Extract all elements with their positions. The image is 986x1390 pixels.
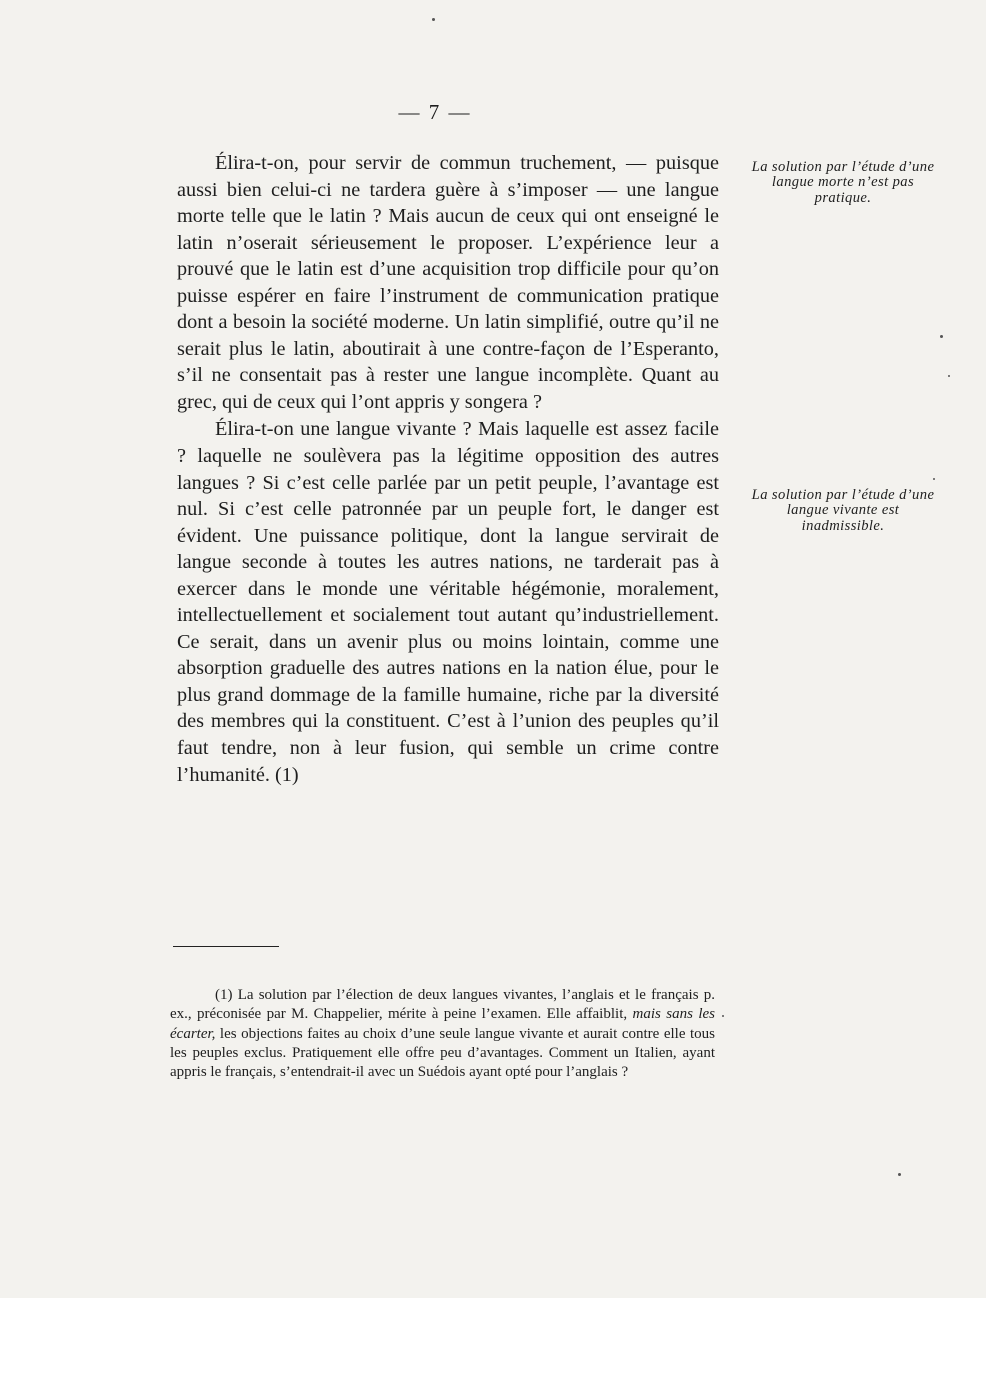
paragraph-2: Élira-t-on une langue vivante ? Mais laquelle est assez facile ? laquelle ne soulèvera pas la légitime opposition des autres langues ? Si c’est celle parlée par un petit peuple, l’avantage est nul. Si c’est celle patronnée par un peuple fort, le danger est évident. Une puissance politique, dont la langue servirait de langue seconde à toutes les autres nations, ne tarderait pas à exercer dans le monde une véritable hégémonie, moralement, intellectuellement et socialement tout autant qu’industriellement. Ce serait, dans un avenir plus ou moins lointain, comme une absorption graduelle des autres nations en la nation élue, pour le plus grand dommage de la famille humaine, riche par la diversité des membres qui la constituent. C’est à l’union des peuples qu’il faut tendre, non à leur fusion, qui semble un crime contre l’humanité. (1): [177, 418, 719, 786]
paragraph-1: Élira-t-on, pour servir de commun truchement, — puisque aussi bien celui-ci ne tardera guère à s’imposer — une langue morte telle que le latin ? Mais aucun de ceux qui ont enseigné le latin n’oserait sérieusement le proposer. L’expérience leur a prouvé que le latin est d’une acquisition trop difficile pour qu’on puisse espérer en faire l’instrument de communication pratique dont a besoin la société moderne. Un latin simplifié, outre qu’il ne serait plus le latin, aboutirait à une contre-façon de l’Esperanto, s’il ne consentait pas à rester une langue incomplète. Quant au grec, qui de ceux qui l’ont appris y songera ?: [177, 152, 719, 413]
margin-note-2: La solution par l’étude d’une langue vivante est inadmissible.: [751, 487, 935, 534]
footnote-emphasis: mais sans les écarter,: [170, 1006, 715, 1042]
footnote-text-end: les objections faites au choix d’une seule langue vivante et aurait contre elle tous les peuples exclus. Pratiquement elle offre peu d’avantages. Comment un Italien, ayant appris le français, s’entendrait-il avec un Suédois ayant opté pour l’anglais ?: [170, 1025, 716, 1081]
footnote-text-start: (1) La solution par l’élection de deux langues vivantes, l’anglais et le français p. ex., préconisée par M. Chappelier, mérite à peine l’examen. Elle affaiblit,: [170, 987, 715, 1023]
margin-note-1: La solution par l’étude d’une langue morte n’est pas pratique.: [751, 159, 935, 206]
print-speck: [940, 335, 943, 338]
footnote-separator: [173, 946, 279, 947]
page-number: — 7 —: [398, 100, 472, 124]
print-speck: [948, 375, 950, 377]
main-text: [177, 150, 719, 788]
footnote: [170, 986, 715, 1082]
print-speck: [722, 1015, 724, 1017]
print-speck: [432, 18, 435, 21]
print-speck: [933, 478, 935, 480]
print-speck: [898, 1173, 901, 1176]
